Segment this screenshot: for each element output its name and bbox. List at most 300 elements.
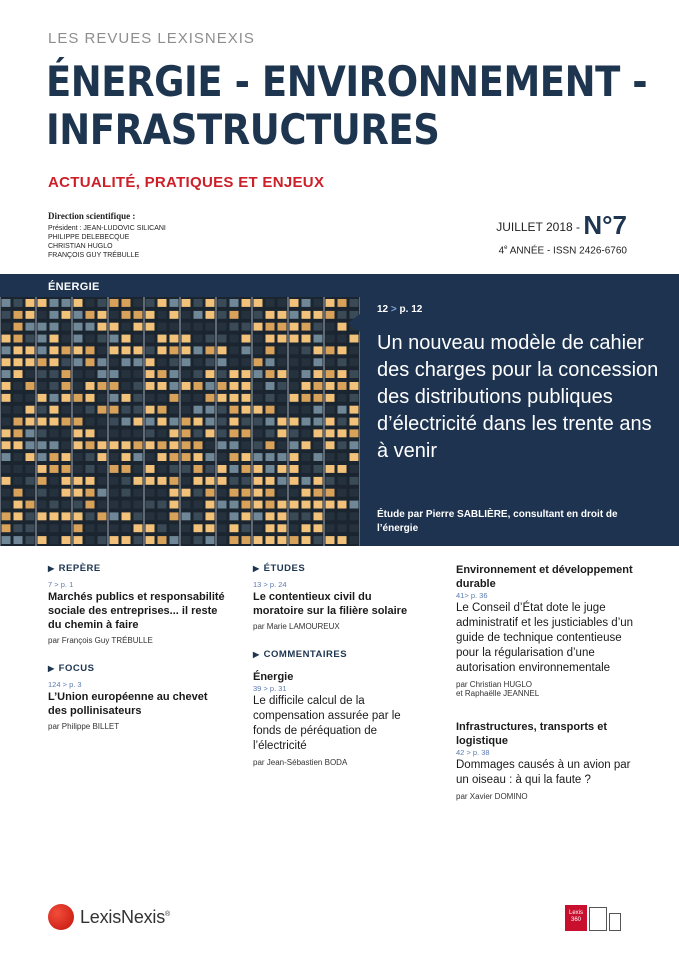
window [74, 406, 83, 414]
window [26, 418, 35, 426]
window [278, 512, 287, 520]
window [38, 477, 47, 485]
window [350, 358, 359, 366]
window [254, 524, 263, 532]
window [266, 524, 275, 532]
window [254, 346, 263, 354]
window [50, 370, 59, 378]
window [182, 489, 191, 497]
window [74, 335, 83, 343]
window [2, 406, 11, 414]
window [110, 394, 119, 402]
window [338, 335, 347, 343]
window [278, 418, 287, 426]
window [290, 406, 299, 414]
window [2, 429, 11, 437]
window [134, 453, 143, 461]
window [158, 358, 167, 366]
article-title[interactable]: Dommages causés à un avion par un oiseau : à qui la faute ? [456, 759, 631, 786]
window [194, 477, 203, 485]
window [170, 489, 179, 497]
window [2, 311, 11, 319]
window [50, 406, 59, 414]
window [134, 418, 143, 426]
window [194, 299, 203, 307]
journal-title-line2: INFRASTRUCTURES [46, 105, 440, 154]
window [50, 346, 59, 354]
window [146, 501, 155, 509]
issue-number: N°7 [583, 210, 627, 240]
window [146, 489, 155, 497]
window [350, 394, 359, 402]
window [218, 358, 227, 366]
window [74, 524, 83, 532]
window [146, 406, 155, 414]
window [290, 370, 299, 378]
window [206, 346, 215, 354]
window [218, 394, 227, 402]
article-ref[interactable]: 39 > p. 31 [253, 684, 287, 693]
window [26, 394, 35, 402]
window [134, 489, 143, 497]
window [146, 477, 155, 485]
window [26, 524, 35, 532]
window [254, 323, 263, 331]
window [230, 501, 239, 509]
window [98, 346, 107, 354]
window [38, 358, 47, 366]
window [242, 311, 251, 319]
article-ref[interactable]: 42 > p. 38 [456, 748, 490, 757]
article-ref[interactable]: 13 > p. 24 [253, 580, 287, 589]
window [122, 370, 131, 378]
window [350, 465, 359, 473]
window [326, 453, 335, 461]
window [86, 406, 95, 414]
window [14, 512, 23, 520]
window [254, 441, 263, 449]
window [350, 453, 359, 461]
window [290, 429, 299, 437]
window [206, 406, 215, 414]
window [110, 465, 119, 473]
window [230, 346, 239, 354]
window [302, 370, 311, 378]
window [290, 465, 299, 473]
window [158, 512, 167, 520]
window [338, 453, 347, 461]
window [2, 453, 11, 461]
window [170, 370, 179, 378]
window [74, 323, 83, 331]
window [26, 512, 35, 520]
window [74, 465, 83, 473]
window [110, 441, 119, 449]
window [26, 441, 35, 449]
column-3 [456, 563, 636, 801]
window [326, 524, 335, 532]
window [230, 465, 239, 473]
window [266, 406, 275, 414]
window [290, 524, 299, 532]
window [14, 489, 23, 497]
window [278, 394, 287, 402]
window [338, 394, 347, 402]
window [62, 512, 71, 520]
window [314, 524, 323, 532]
facade-pillar [143, 297, 145, 546]
journal-title [46, 58, 647, 154]
window [194, 524, 203, 532]
window [290, 512, 299, 520]
window [38, 418, 47, 426]
window [134, 465, 143, 473]
window [242, 441, 251, 449]
window [218, 524, 227, 532]
window [242, 382, 251, 390]
window [302, 524, 311, 532]
window [14, 382, 23, 390]
window [242, 406, 251, 414]
window [230, 323, 239, 331]
window [338, 382, 347, 390]
feature-title[interactable]: Un nouveau modèle de cahier des charges pour la concession des distributions publiques d’électricité dans les trente ans à venir [377, 332, 659, 462]
window [206, 477, 215, 485]
window [98, 406, 107, 414]
window [146, 335, 155, 343]
window [146, 512, 155, 520]
window [182, 358, 191, 366]
window [74, 453, 83, 461]
window [254, 465, 263, 473]
article-author: par Jean-Sébastien BODA [253, 758, 348, 767]
window [242, 335, 251, 343]
window [86, 536, 95, 544]
window [50, 465, 59, 473]
article-author: par Philippe BILLET [48, 722, 120, 731]
window [146, 418, 155, 426]
window [14, 335, 23, 343]
window [26, 299, 35, 307]
window [74, 536, 83, 544]
window [158, 394, 167, 402]
window [350, 524, 359, 532]
window [38, 335, 47, 343]
window [266, 429, 275, 437]
window [254, 512, 263, 520]
window [170, 382, 179, 390]
window [14, 441, 23, 449]
window [278, 335, 287, 343]
article-ref[interactable]: 41> p. 36 [456, 591, 488, 600]
window [218, 311, 227, 319]
direction-member: CHRISTIAN HUGLO [48, 243, 113, 250]
window [230, 489, 239, 497]
window [26, 382, 35, 390]
window [278, 441, 287, 449]
window [218, 501, 227, 509]
window [158, 477, 167, 485]
window [110, 299, 119, 307]
article-title[interactable]: L’Union européenne au chevet des pollinisateurs [48, 691, 208, 717]
window [302, 489, 311, 497]
window [50, 358, 59, 366]
window [50, 299, 59, 307]
article-author: par Christian HUGLO et Raphaëlle JEANNEL [456, 680, 540, 698]
comment-category: Environnement et développement durable [456, 564, 633, 590]
window [338, 346, 347, 354]
window [182, 477, 191, 485]
window [254, 477, 263, 485]
comment-category: Énergie [253, 671, 294, 683]
window [194, 536, 203, 544]
window [14, 311, 23, 319]
window [170, 311, 179, 319]
window [314, 418, 323, 426]
window [86, 441, 95, 449]
window [158, 501, 167, 509]
window [146, 311, 155, 319]
window [26, 465, 35, 473]
window [110, 382, 119, 390]
window [26, 477, 35, 485]
tablet-icon [589, 907, 607, 931]
window [302, 477, 311, 485]
window [266, 299, 275, 307]
window [350, 346, 359, 354]
window [266, 477, 275, 485]
article-title[interactable]: Le Conseil d’État dote le juge administratif et les justiciables d’un guide de technique contentieuse pour la régularisation d’une autorisation environnementale [456, 602, 634, 674]
window [98, 465, 107, 473]
window [326, 346, 335, 354]
window [50, 429, 59, 437]
window [134, 477, 143, 485]
window [302, 323, 311, 331]
window [50, 418, 59, 426]
window [230, 524, 239, 532]
window [194, 358, 203, 366]
window [230, 418, 239, 426]
window [26, 335, 35, 343]
window [50, 441, 59, 449]
window [242, 358, 251, 366]
window [26, 453, 35, 461]
window [242, 465, 251, 473]
window [122, 465, 131, 473]
window [338, 512, 347, 520]
window [86, 358, 95, 366]
window [314, 406, 323, 414]
lexisnexis-logo[interactable]: LexisNexis® [48, 904, 170, 930]
window [38, 311, 47, 319]
window [110, 323, 119, 331]
window [38, 512, 47, 520]
window [158, 323, 167, 331]
window [26, 489, 35, 497]
window [302, 299, 311, 307]
window [50, 524, 59, 532]
window [134, 394, 143, 402]
window [182, 311, 191, 319]
window [122, 429, 131, 437]
window [110, 346, 119, 354]
window [302, 441, 311, 449]
window [158, 489, 167, 497]
window [38, 524, 47, 532]
window [2, 524, 11, 532]
window [62, 477, 71, 485]
window [206, 418, 215, 426]
window [170, 346, 179, 354]
window [206, 429, 215, 437]
triangle-icon: ▶ [48, 564, 55, 573]
window [110, 489, 119, 497]
window [62, 465, 71, 473]
feature-ref[interactable]: 12 > p. 12 [377, 304, 423, 315]
window [2, 477, 11, 485]
window [158, 418, 167, 426]
window [302, 394, 311, 402]
window [182, 453, 191, 461]
window [254, 536, 263, 544]
window [122, 323, 131, 331]
window [290, 346, 299, 354]
window [278, 346, 287, 354]
window [314, 382, 323, 390]
window [278, 323, 287, 331]
window [86, 382, 95, 390]
window [254, 501, 263, 509]
window [266, 382, 275, 390]
window [230, 394, 239, 402]
window [2, 335, 11, 343]
window [38, 346, 47, 354]
window [278, 370, 287, 378]
window [254, 406, 263, 414]
window [242, 429, 251, 437]
window [134, 441, 143, 449]
window [338, 418, 347, 426]
window [278, 406, 287, 414]
window [26, 323, 35, 331]
window [146, 394, 155, 402]
direction-member: PHILIPPE DELEBECQUE [48, 234, 130, 241]
window [218, 477, 227, 485]
article-title[interactable]: Le contentieux civil du moratoire sur la filière solaire [253, 591, 408, 617]
window [134, 299, 143, 307]
window [242, 323, 251, 331]
window [146, 465, 155, 473]
window [74, 501, 83, 509]
window [2, 346, 11, 354]
window [14, 536, 23, 544]
window [122, 477, 131, 485]
window [206, 501, 215, 509]
window [122, 453, 131, 461]
window [2, 394, 11, 402]
window [314, 429, 323, 437]
window [218, 370, 227, 378]
window [122, 441, 131, 449]
window [194, 453, 203, 461]
window [290, 453, 299, 461]
window [314, 358, 323, 366]
window [278, 429, 287, 437]
window [74, 346, 83, 354]
window [26, 358, 35, 366]
window [302, 536, 311, 544]
window [158, 346, 167, 354]
window [74, 382, 83, 390]
window [26, 429, 35, 437]
window [218, 382, 227, 390]
window [338, 299, 347, 307]
window [38, 382, 47, 390]
window [182, 418, 191, 426]
window [14, 477, 23, 485]
window [206, 335, 215, 343]
window [182, 536, 191, 544]
article-title[interactable]: Marchés publics et responsabilité sociale des entreprises... il reste du chemin à faire [48, 591, 225, 631]
article-ref[interactable]: 124 > p. 3 [48, 680, 82, 689]
window [302, 465, 311, 473]
window [170, 501, 179, 509]
window [86, 524, 95, 532]
window [302, 406, 311, 414]
facade-pillar [215, 297, 217, 546]
window [290, 394, 299, 402]
window [230, 370, 239, 378]
window [254, 453, 263, 461]
window [182, 441, 191, 449]
window [218, 418, 227, 426]
window [326, 418, 335, 426]
window [122, 382, 131, 390]
photo-notch [348, 314, 360, 332]
window [290, 311, 299, 319]
window [74, 477, 83, 485]
window [206, 358, 215, 366]
window [134, 501, 143, 509]
window [278, 453, 287, 461]
window [74, 394, 83, 402]
window [206, 299, 215, 307]
window [266, 335, 275, 343]
window [2, 441, 11, 449]
window [218, 323, 227, 331]
window [206, 524, 215, 532]
window [302, 429, 311, 437]
window [170, 358, 179, 366]
brand-line: LES REVUES LEXISNEXIS [48, 30, 255, 47]
window [266, 512, 275, 520]
window [314, 453, 323, 461]
article-ref[interactable]: 7 > p. 1 [48, 580, 74, 589]
window [182, 382, 191, 390]
window [110, 311, 119, 319]
window [26, 536, 35, 544]
window [242, 489, 251, 497]
window [86, 465, 95, 473]
window [86, 394, 95, 402]
window [86, 311, 95, 319]
window [218, 299, 227, 307]
window [62, 299, 71, 307]
article-title[interactable]: Le difficile calcul de la compensation assurée par le fonds de péréquation de l’électricité [253, 695, 401, 752]
window [2, 382, 11, 390]
window [62, 323, 71, 331]
window [146, 382, 155, 390]
